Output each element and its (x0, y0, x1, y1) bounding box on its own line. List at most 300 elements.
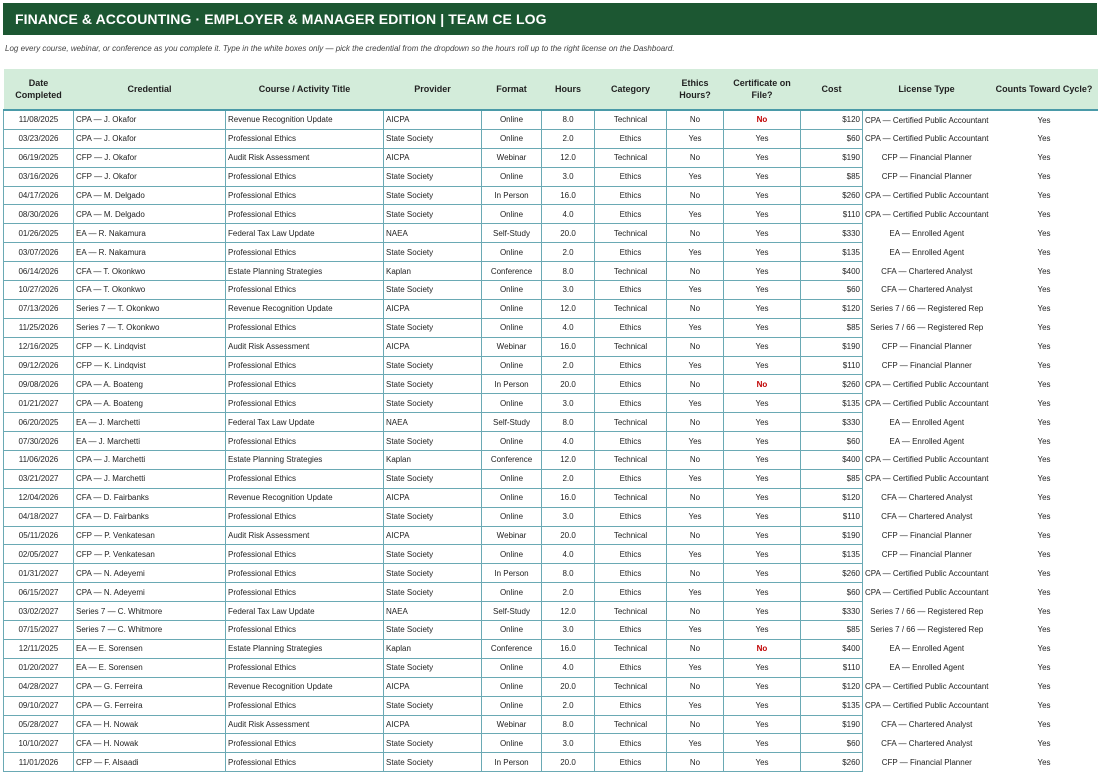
cost-cell[interactable]: $190 (801, 148, 863, 167)
ethics-hours-cell[interactable]: No (667, 224, 724, 243)
date-completed-cell[interactable]: 10/10/2027 (4, 734, 74, 753)
cost-cell[interactable]: $120 (801, 677, 863, 696)
column-header-provider[interactable]: Provider (384, 69, 482, 110)
certificate-cell[interactable]: Yes (724, 621, 801, 640)
ethics-hours-cell[interactable]: No (667, 602, 724, 621)
certificate-cell[interactable]: Yes (724, 545, 801, 564)
credential-cell[interactable]: CPA — M. Delgado (74, 205, 226, 224)
date-completed-cell[interactable]: 12/16/2025 (4, 337, 74, 356)
hours-cell[interactable]: 12.0 (542, 299, 595, 318)
ethics-hours-cell[interactable]: No (667, 715, 724, 734)
hours-cell[interactable]: 3.0 (542, 621, 595, 640)
format-cell[interactable]: Online (482, 205, 542, 224)
date-completed-cell[interactable]: 12/11/2025 (4, 639, 74, 658)
provider-cell[interactable]: State Society (384, 621, 482, 640)
credential-cell[interactable]: CPA — J. Okafor (74, 129, 226, 148)
credential-cell[interactable]: CFA — H. Nowak (74, 715, 226, 734)
format-cell[interactable]: Online (482, 110, 542, 129)
course-title-cell[interactable]: Revenue Recognition Update (226, 299, 384, 318)
hours-cell[interactable]: 4.0 (542, 658, 595, 677)
cost-cell[interactable]: $120 (801, 110, 863, 129)
provider-cell[interactable]: State Society (384, 394, 482, 413)
certificate-cell[interactable]: Yes (724, 224, 801, 243)
format-cell[interactable]: Online (482, 356, 542, 375)
hours-cell[interactable]: 20.0 (542, 677, 595, 696)
certificate-cell[interactable]: Yes (724, 526, 801, 545)
format-cell[interactable]: Webinar (482, 715, 542, 734)
format-cell[interactable]: In Person (482, 186, 542, 205)
hours-cell[interactable]: 12.0 (542, 602, 595, 621)
course-title-cell[interactable]: Audit Risk Assessment (226, 526, 384, 545)
course-title-cell[interactable]: Professional Ethics (226, 167, 384, 186)
credential-cell[interactable]: CPA — G. Ferreira (74, 677, 226, 696)
provider-cell[interactable]: NAEA (384, 413, 482, 432)
hours-cell[interactable]: 8.0 (542, 564, 595, 583)
credential-cell[interactable]: CFA — H. Nowak (74, 734, 226, 753)
ethics-hours-cell[interactable]: Yes (667, 432, 724, 451)
ethics-hours-cell[interactable]: No (667, 299, 724, 318)
date-completed-cell[interactable]: 04/28/2027 (4, 677, 74, 696)
cost-cell[interactable]: $110 (801, 356, 863, 375)
certificate-cell[interactable]: Yes (724, 564, 801, 583)
hours-cell[interactable]: 16.0 (542, 186, 595, 205)
ethics-hours-cell[interactable]: Yes (667, 394, 724, 413)
certificate-cell[interactable]: Yes (724, 205, 801, 224)
ethics-hours-cell[interactable]: No (667, 677, 724, 696)
course-title-cell[interactable]: Professional Ethics (226, 281, 384, 300)
provider-cell[interactable]: AICPA (384, 677, 482, 696)
credential-cell[interactable]: EA — E. Sorensen (74, 639, 226, 658)
hours-cell[interactable]: 16.0 (542, 639, 595, 658)
cost-cell[interactable]: $400 (801, 262, 863, 281)
hours-cell[interactable]: 8.0 (542, 413, 595, 432)
provider-cell[interactable]: State Society (384, 658, 482, 677)
ethics-hours-cell[interactable]: Yes (667, 129, 724, 148)
column-header-ethics-hours[interactable]: Ethics Hours? (667, 69, 724, 110)
date-completed-cell[interactable]: 03/07/2026 (4, 243, 74, 262)
ethics-hours-cell[interactable]: No (667, 413, 724, 432)
hours-cell[interactable]: 4.0 (542, 432, 595, 451)
course-title-cell[interactable]: Federal Tax Law Update (226, 602, 384, 621)
credential-cell[interactable]: CFA — D. Fairbanks (74, 507, 226, 526)
format-cell[interactable]: Online (482, 734, 542, 753)
column-header-category[interactable]: Category (595, 69, 667, 110)
credential-cell[interactable]: CFP — J. Okafor (74, 167, 226, 186)
cost-cell[interactable]: $60 (801, 734, 863, 753)
course-title-cell[interactable]: Professional Ethics (226, 205, 384, 224)
course-title-cell[interactable]: Professional Ethics (226, 545, 384, 564)
provider-cell[interactable]: State Society (384, 356, 482, 375)
column-header-certificate-on-file[interactable]: Certificate on File? (724, 69, 801, 110)
credential-cell[interactable]: Series 7 — T. Okonkwo (74, 299, 226, 318)
certificate-cell[interactable]: Yes (724, 243, 801, 262)
ethics-hours-cell[interactable]: Yes (667, 318, 724, 337)
ethics-hours-cell[interactable]: Yes (667, 545, 724, 564)
format-cell[interactable]: Online (482, 583, 542, 602)
ethics-hours-cell[interactable]: No (667, 148, 724, 167)
cost-cell[interactable]: $190 (801, 337, 863, 356)
cost-cell[interactable]: $260 (801, 753, 863, 772)
hours-cell[interactable]: 20.0 (542, 526, 595, 545)
credential-cell[interactable]: EA — J. Marchetti (74, 413, 226, 432)
ethics-hours-cell[interactable]: No (667, 564, 724, 583)
date-completed-cell[interactable]: 07/13/2026 (4, 299, 74, 318)
date-completed-cell[interactable]: 12/04/2026 (4, 488, 74, 507)
provider-cell[interactable]: NAEA (384, 224, 482, 243)
date-completed-cell[interactable]: 06/15/2027 (4, 583, 74, 602)
date-completed-cell[interactable]: 03/16/2026 (4, 167, 74, 186)
hours-cell[interactable]: 16.0 (542, 488, 595, 507)
hours-cell[interactable]: 2.0 (542, 696, 595, 715)
ethics-hours-cell[interactable]: Yes (667, 734, 724, 753)
format-cell[interactable]: In Person (482, 753, 542, 772)
date-completed-cell[interactable]: 11/08/2025 (4, 110, 74, 129)
credential-cell[interactable]: CFA — T. Okonkwo (74, 281, 226, 300)
format-cell[interactable]: Online (482, 318, 542, 337)
cost-cell[interactable]: $110 (801, 658, 863, 677)
ethics-hours-cell[interactable]: Yes (667, 205, 724, 224)
certificate-cell[interactable]: Yes (724, 451, 801, 470)
hours-cell[interactable]: 3.0 (542, 394, 595, 413)
credential-cell[interactable]: EA — E. Sorensen (74, 658, 226, 677)
hours-cell[interactable]: 4.0 (542, 545, 595, 564)
course-title-cell[interactable]: Professional Ethics (226, 243, 384, 262)
course-title-cell[interactable]: Professional Ethics (226, 583, 384, 602)
hours-cell[interactable]: 4.0 (542, 318, 595, 337)
provider-cell[interactable]: AICPA (384, 148, 482, 167)
format-cell[interactable]: Conference (482, 639, 542, 658)
certificate-cell[interactable]: No (724, 375, 801, 394)
certificate-cell[interactable]: Yes (724, 696, 801, 715)
hours-cell[interactable]: 12.0 (542, 451, 595, 470)
format-cell[interactable]: Webinar (482, 148, 542, 167)
format-cell[interactable]: Online (482, 658, 542, 677)
course-title-cell[interactable]: Federal Tax Law Update (226, 224, 384, 243)
credential-cell[interactable]: CPA — A. Boateng (74, 394, 226, 413)
cost-cell[interactable]: $330 (801, 224, 863, 243)
ethics-hours-cell[interactable]: No (667, 639, 724, 658)
provider-cell[interactable]: State Society (384, 734, 482, 753)
hours-cell[interactable]: 20.0 (542, 375, 595, 394)
certificate-cell[interactable]: Yes (724, 281, 801, 300)
provider-cell[interactable]: State Society (384, 129, 482, 148)
certificate-cell[interactable]: Yes (724, 432, 801, 451)
cost-cell[interactable]: $330 (801, 413, 863, 432)
cost-cell[interactable]: $190 (801, 715, 863, 734)
cost-cell[interactable]: $60 (801, 432, 863, 451)
date-completed-cell[interactable]: 10/27/2026 (4, 281, 74, 300)
course-title-cell[interactable]: Audit Risk Assessment (226, 148, 384, 167)
date-completed-cell[interactable]: 09/08/2026 (4, 375, 74, 394)
course-title-cell[interactable]: Estate Planning Strategies (226, 451, 384, 470)
column-header-date-completed[interactable]: Date Completed (4, 69, 74, 110)
format-cell[interactable]: Online (482, 299, 542, 318)
certificate-cell[interactable]: Yes (724, 602, 801, 621)
ethics-hours-cell[interactable]: Yes (667, 356, 724, 375)
credential-cell[interactable]: CPA — J. Marchetti (74, 469, 226, 488)
course-title-cell[interactable]: Professional Ethics (226, 696, 384, 715)
hours-cell[interactable]: 3.0 (542, 507, 595, 526)
cost-cell[interactable]: $60 (801, 129, 863, 148)
format-cell[interactable]: Online (482, 167, 542, 186)
date-completed-cell[interactable]: 01/20/2027 (4, 658, 74, 677)
date-completed-cell[interactable]: 03/23/2026 (4, 129, 74, 148)
course-title-cell[interactable]: Estate Planning Strategies (226, 262, 384, 281)
provider-cell[interactable]: State Society (384, 205, 482, 224)
format-cell[interactable]: Online (482, 469, 542, 488)
provider-cell[interactable]: AICPA (384, 526, 482, 545)
column-header-format[interactable]: Format (482, 69, 542, 110)
certificate-cell[interactable]: Yes (724, 129, 801, 148)
course-title-cell[interactable]: Professional Ethics (226, 318, 384, 337)
provider-cell[interactable]: Kaplan (384, 451, 482, 470)
provider-cell[interactable]: NAEA (384, 602, 482, 621)
date-completed-cell[interactable]: 02/05/2027 (4, 545, 74, 564)
certificate-cell[interactable]: Yes (724, 356, 801, 375)
cost-cell[interactable]: $260 (801, 186, 863, 205)
column-header-cost[interactable]: Cost (801, 69, 863, 110)
date-completed-cell[interactable]: 11/06/2026 (4, 451, 74, 470)
credential-cell[interactable]: EA — J. Marchetti (74, 432, 226, 451)
cost-cell[interactable]: $120 (801, 299, 863, 318)
provider-cell[interactable]: AICPA (384, 110, 482, 129)
credential-cell[interactable]: Series 7 — C. Whitmore (74, 602, 226, 621)
hours-cell[interactable]: 2.0 (542, 129, 595, 148)
certificate-cell[interactable]: Yes (724, 299, 801, 318)
certificate-cell[interactable]: Yes (724, 677, 801, 696)
format-cell[interactable]: Online (482, 621, 542, 640)
credential-cell[interactable]: CPA — J. Okafor (74, 110, 226, 129)
provider-cell[interactable]: State Society (384, 281, 482, 300)
course-title-cell[interactable]: Audit Risk Assessment (226, 715, 384, 734)
cost-cell[interactable]: $85 (801, 318, 863, 337)
format-cell[interactable]: Online (482, 281, 542, 300)
format-cell[interactable]: Online (482, 696, 542, 715)
certificate-cell[interactable]: Yes (724, 318, 801, 337)
date-completed-cell[interactable]: 01/26/2025 (4, 224, 74, 243)
ethics-hours-cell[interactable]: Yes (667, 507, 724, 526)
ethics-hours-cell[interactable]: No (667, 753, 724, 772)
hours-cell[interactable]: 2.0 (542, 469, 595, 488)
format-cell[interactable]: Self-Study (482, 602, 542, 621)
date-completed-cell[interactable]: 09/12/2026 (4, 356, 74, 375)
credential-cell[interactable]: CPA — J. Marchetti (74, 451, 226, 470)
certificate-cell[interactable]: Yes (724, 167, 801, 186)
cost-cell[interactable]: $135 (801, 545, 863, 564)
provider-cell[interactable]: State Society (384, 696, 482, 715)
cost-cell[interactable]: $330 (801, 602, 863, 621)
format-cell[interactable]: Webinar (482, 337, 542, 356)
certificate-cell[interactable]: Yes (724, 507, 801, 526)
provider-cell[interactable]: State Society (384, 167, 482, 186)
cost-cell[interactable]: $135 (801, 696, 863, 715)
course-title-cell[interactable]: Professional Ethics (226, 734, 384, 753)
credential-cell[interactable]: CPA — G. Ferreira (74, 696, 226, 715)
course-title-cell[interactable]: Professional Ethics (226, 394, 384, 413)
cost-cell[interactable]: $260 (801, 564, 863, 583)
ethics-hours-cell[interactable]: No (667, 110, 724, 129)
date-completed-cell[interactable]: 04/18/2027 (4, 507, 74, 526)
cost-cell[interactable]: $110 (801, 205, 863, 224)
course-title-cell[interactable]: Professional Ethics (226, 621, 384, 640)
ethics-hours-cell[interactable]: No (667, 488, 724, 507)
date-completed-cell[interactable]: 05/11/2026 (4, 526, 74, 545)
hours-cell[interactable]: 3.0 (542, 281, 595, 300)
cost-cell[interactable]: $135 (801, 243, 863, 262)
hours-cell[interactable]: 20.0 (542, 753, 595, 772)
course-title-cell[interactable]: Revenue Recognition Update (226, 488, 384, 507)
credential-cell[interactable]: CFP — P. Venkatesan (74, 545, 226, 564)
certificate-cell[interactable]: Yes (724, 753, 801, 772)
provider-cell[interactable]: State Society (384, 243, 482, 262)
column-header-course-title[interactable]: Course / Activity Title (226, 69, 384, 110)
hours-cell[interactable]: 20.0 (542, 224, 595, 243)
certificate-cell[interactable]: Yes (724, 413, 801, 432)
certificate-cell[interactable]: Yes (724, 394, 801, 413)
ethics-hours-cell[interactable]: No (667, 526, 724, 545)
credential-cell[interactable]: CPA — A. Boateng (74, 375, 226, 394)
format-cell[interactable]: Online (482, 507, 542, 526)
date-completed-cell[interactable]: 09/10/2027 (4, 696, 74, 715)
ethics-hours-cell[interactable]: Yes (667, 167, 724, 186)
date-completed-cell[interactable]: 11/25/2026 (4, 318, 74, 337)
ethics-hours-cell[interactable]: No (667, 262, 724, 281)
credential-cell[interactable]: EA — R. Nakamura (74, 243, 226, 262)
date-completed-cell[interactable]: 01/31/2027 (4, 564, 74, 583)
hours-cell[interactable]: 16.0 (542, 337, 595, 356)
provider-cell[interactable]: State Society (384, 583, 482, 602)
credential-cell[interactable]: Series 7 — T. Okonkwo (74, 318, 226, 337)
course-title-cell[interactable]: Revenue Recognition Update (226, 110, 384, 129)
hours-cell[interactable]: 3.0 (542, 167, 595, 186)
cost-cell[interactable]: $85 (801, 469, 863, 488)
provider-cell[interactable]: State Society (384, 545, 482, 564)
cost-cell[interactable]: $85 (801, 621, 863, 640)
hours-cell[interactable]: 8.0 (542, 715, 595, 734)
credential-cell[interactable]: CPA — N. Adeyemi (74, 583, 226, 602)
certificate-cell[interactable]: No (724, 110, 801, 129)
certificate-cell[interactable]: No (724, 639, 801, 658)
credential-cell[interactable]: CFP — F. Alsaadi (74, 753, 226, 772)
certificate-cell[interactable]: Yes (724, 186, 801, 205)
ethics-hours-cell[interactable]: Yes (667, 583, 724, 602)
credential-cell[interactable]: CFA — D. Fairbanks (74, 488, 226, 507)
provider-cell[interactable]: AICPA (384, 488, 482, 507)
cost-cell[interactable]: $60 (801, 281, 863, 300)
course-title-cell[interactable]: Revenue Recognition Update (226, 677, 384, 696)
course-title-cell[interactable]: Professional Ethics (226, 375, 384, 394)
column-header-counts-toward-cycle[interactable]: Counts Toward Cycle? (991, 69, 1098, 110)
ethics-hours-cell[interactable]: No (667, 186, 724, 205)
provider-cell[interactable]: State Society (384, 564, 482, 583)
certificate-cell[interactable]: Yes (724, 469, 801, 488)
course-title-cell[interactable]: Professional Ethics (226, 507, 384, 526)
column-header-license-type[interactable]: License Type (863, 69, 991, 110)
credential-cell[interactable]: CFP — K. Lindqvist (74, 337, 226, 356)
provider-cell[interactable]: Kaplan (384, 262, 482, 281)
cost-cell[interactable]: $400 (801, 639, 863, 658)
provider-cell[interactable]: Kaplan (384, 639, 482, 658)
cost-cell[interactable]: $135 (801, 394, 863, 413)
provider-cell[interactable]: State Society (384, 753, 482, 772)
format-cell[interactable]: Online (482, 394, 542, 413)
certificate-cell[interactable]: Yes (724, 658, 801, 677)
format-cell[interactable]: Webinar (482, 526, 542, 545)
format-cell[interactable]: In Person (482, 375, 542, 394)
date-completed-cell[interactable]: 08/30/2026 (4, 205, 74, 224)
date-completed-cell[interactable]: 07/30/2026 (4, 432, 74, 451)
ethics-hours-cell[interactable]: Yes (667, 696, 724, 715)
date-completed-cell[interactable]: 06/14/2026 (4, 262, 74, 281)
date-completed-cell[interactable]: 03/21/2027 (4, 469, 74, 488)
course-title-cell[interactable]: Professional Ethics (226, 432, 384, 451)
credential-cell[interactable]: CPA — M. Delgado (74, 186, 226, 205)
format-cell[interactable]: Online (482, 432, 542, 451)
provider-cell[interactable]: AICPA (384, 715, 482, 734)
provider-cell[interactable]: State Society (384, 186, 482, 205)
cost-cell[interactable]: $400 (801, 451, 863, 470)
certificate-cell[interactable]: Yes (724, 337, 801, 356)
provider-cell[interactable]: State Society (384, 507, 482, 526)
cost-cell[interactable]: $120 (801, 488, 863, 507)
hours-cell[interactable]: 3.0 (542, 734, 595, 753)
format-cell[interactable]: Online (482, 677, 542, 696)
date-completed-cell[interactable]: 11/01/2026 (4, 753, 74, 772)
format-cell[interactable]: Self-Study (482, 413, 542, 432)
date-completed-cell[interactable]: 06/20/2025 (4, 413, 74, 432)
ethics-hours-cell[interactable]: No (667, 451, 724, 470)
credential-cell[interactable]: CPA — N. Adeyemi (74, 564, 226, 583)
provider-cell[interactable]: AICPA (384, 337, 482, 356)
hours-cell[interactable]: 8.0 (542, 110, 595, 129)
course-title-cell[interactable]: Audit Risk Assessment (226, 337, 384, 356)
ethics-hours-cell[interactable]: No (667, 337, 724, 356)
hours-cell[interactable]: 4.0 (542, 205, 595, 224)
date-completed-cell[interactable]: 03/02/2027 (4, 602, 74, 621)
course-title-cell[interactable]: Professional Ethics (226, 564, 384, 583)
provider-cell[interactable]: AICPA (384, 299, 482, 318)
ethics-hours-cell[interactable]: Yes (667, 469, 724, 488)
format-cell[interactable]: Conference (482, 451, 542, 470)
column-header-hours[interactable]: Hours (542, 69, 595, 110)
provider-cell[interactable]: State Society (384, 432, 482, 451)
certificate-cell[interactable]: Yes (724, 583, 801, 602)
format-cell[interactable]: Online (482, 243, 542, 262)
course-title-cell[interactable]: Estate Planning Strategies (226, 639, 384, 658)
hours-cell[interactable]: 2.0 (542, 243, 595, 262)
cost-cell[interactable]: $110 (801, 507, 863, 526)
credential-cell[interactable]: CFP — K. Lindqvist (74, 356, 226, 375)
ethics-hours-cell[interactable]: No (667, 375, 724, 394)
cost-cell[interactable]: $260 (801, 375, 863, 394)
date-completed-cell[interactable]: 04/17/2026 (4, 186, 74, 205)
credential-cell[interactable]: CFA — T. Okonkwo (74, 262, 226, 281)
course-title-cell[interactable]: Federal Tax Law Update (226, 413, 384, 432)
date-completed-cell[interactable]: 01/21/2027 (4, 394, 74, 413)
certificate-cell[interactable]: Yes (724, 715, 801, 734)
course-title-cell[interactable]: Professional Ethics (226, 469, 384, 488)
credential-cell[interactable]: EA — R. Nakamura (74, 224, 226, 243)
course-title-cell[interactable]: Professional Ethics (226, 186, 384, 205)
date-completed-cell[interactable]: 05/28/2027 (4, 715, 74, 734)
format-cell[interactable]: Self-Study (482, 224, 542, 243)
format-cell[interactable]: In Person (482, 564, 542, 583)
cost-cell[interactable]: $60 (801, 583, 863, 602)
provider-cell[interactable]: State Society (384, 318, 482, 337)
hours-cell[interactable]: 2.0 (542, 356, 595, 375)
certificate-cell[interactable]: Yes (724, 734, 801, 753)
certificate-cell[interactable]: Yes (724, 148, 801, 167)
